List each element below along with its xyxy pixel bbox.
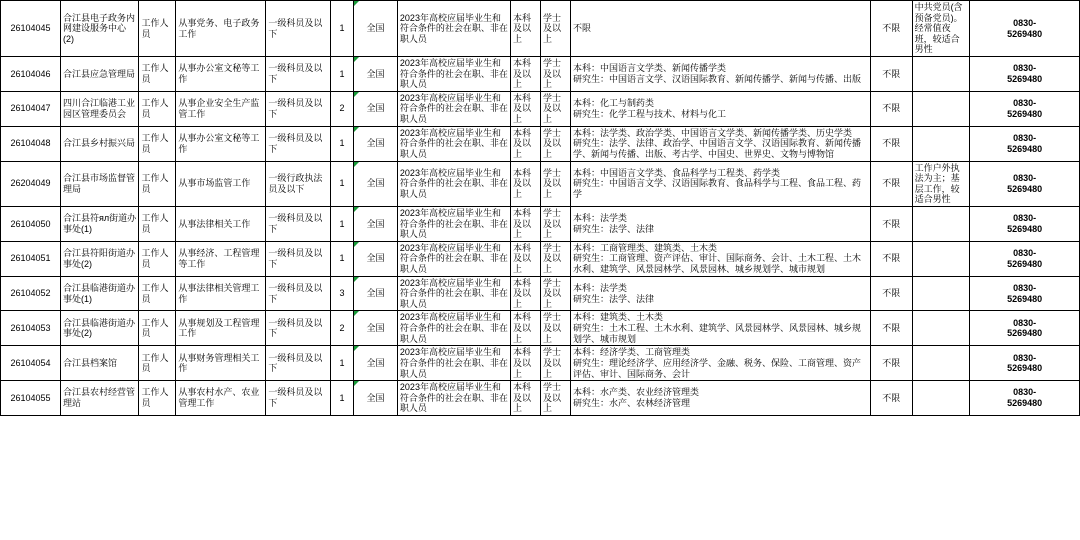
cell-remark xyxy=(912,311,970,346)
phone-line: 0830- xyxy=(1013,387,1037,398)
cell-recruit-number: 1 xyxy=(331,346,354,381)
table-row xyxy=(1,381,1080,416)
cell-recruit-number: 1 xyxy=(331,161,354,206)
cell-position-duty: 从事企业安全生产监管工作 xyxy=(176,91,266,126)
cell-other-conditions: 不限 xyxy=(871,161,913,206)
cell-other-conditions: 不限 xyxy=(871,91,913,126)
cell-recruit-object: 2023年高校应届毕业生和符合条件的社会在职、非在职人员 xyxy=(397,206,510,241)
cell-major: 本科：化工与制药类 研究生：化学工程与技术、材料与化工 xyxy=(571,91,871,126)
cell-major: 本科：工商管理类、建筑类、土木类 研究生：工商管理、资产评估、审计、国际商务、会计、土木工程、土木水利、建筑学、风景园林学、风景园林、城乡规划学、城市规划 xyxy=(571,241,871,276)
cell-recruit-object: 2023年高校应届毕业生和符合条件的社会在职、非在职人员 xyxy=(397,57,510,92)
cell-recruit-object: 2023年高校应届毕业生和符合条件的社会在职、非在职人员 xyxy=(397,346,510,381)
cell-remark xyxy=(912,206,970,241)
phone-line: 5269480 xyxy=(1007,143,1043,154)
cell-contact-phone xyxy=(970,381,1080,416)
cell-personnel-type: 工作人员 xyxy=(139,206,176,241)
cell-position-code: 26104046 xyxy=(1,57,61,92)
cell-recruit-number: 2 xyxy=(331,91,354,126)
cell-exam-region: 全国 xyxy=(354,126,398,161)
phone-line: 5269480 xyxy=(1007,258,1043,269)
cell-recruit-unit: 合江县临港街道办事处(1) xyxy=(61,276,139,311)
cell-contact-phone xyxy=(970,311,1080,346)
cell-position-duty: 从事办公室文秘等工作 xyxy=(176,126,266,161)
cell-position-code: 26104054 xyxy=(1,346,61,381)
cell-degree: 学士及以上 xyxy=(541,206,571,241)
cell-other-conditions: 不限 xyxy=(871,1,913,57)
phone-line: 0830- xyxy=(1013,173,1037,184)
cell-position-duty: 从事党务、电子政务工作 xyxy=(176,1,266,57)
cell-personnel-type: 工作人员 xyxy=(139,381,176,416)
cell-education: 本科及以上 xyxy=(511,241,541,276)
cell-exam-region: 全国 xyxy=(354,57,398,92)
table-row xyxy=(1,241,1080,276)
phone-line: 5269480 xyxy=(1007,223,1043,234)
cell-position-code: 26104052 xyxy=(1,276,61,311)
cell-position-level: 一级科员及以下 xyxy=(266,311,331,346)
cell-other-conditions: 不限 xyxy=(871,241,913,276)
phone-line: 5269480 xyxy=(1007,28,1043,39)
cell-other-conditions: 不限 xyxy=(871,346,913,381)
cell-personnel-type: 工作人员 xyxy=(139,346,176,381)
cell-position-duty: 从事法律相关工作 xyxy=(176,206,266,241)
cell-position-duty: 从事财务管理相关工作 xyxy=(176,346,266,381)
phone-line: 0830- xyxy=(1013,352,1037,363)
cell-education: 本科及以上 xyxy=(511,206,541,241)
cell-recruit-unit: 合江县市场监督管理局 xyxy=(61,161,139,206)
table-row xyxy=(1,91,1080,126)
cell-contact-phone xyxy=(970,91,1080,126)
cell-education: 本科及以上 xyxy=(511,91,541,126)
cell-position-code: 26104051 xyxy=(1,241,61,276)
cell-position-code: 26104050 xyxy=(1,206,61,241)
cell-position-code: 26104055 xyxy=(1,381,61,416)
cell-degree: 学士及以上 xyxy=(541,381,571,416)
cell-major: 本科：中国语言文学类、食品科学与工程类、药学类 研究生：中国语言文学、汉语国际教育、食品科学与工程、食品工程、药学 xyxy=(571,161,871,206)
cell-recruit-unit: 合江县档案馆 xyxy=(61,346,139,381)
cell-position-level: 一级科员及以下 xyxy=(266,346,331,381)
cell-position-level: 一级科员及以下 xyxy=(266,206,331,241)
cell-education: 本科及以上 xyxy=(511,346,541,381)
cell-recruit-unit: 合江县临港街道办事处(2) xyxy=(61,311,139,346)
cell-remark xyxy=(912,57,970,92)
cell-recruit-number: 1 xyxy=(331,1,354,57)
cell-recruit-unit: 合江县符ял街道办事处(1) xyxy=(61,206,139,241)
table-row xyxy=(1,161,1080,206)
cell-personnel-type: 工作人员 xyxy=(139,126,176,161)
table-row xyxy=(1,311,1080,346)
cell-position-duty: 从事经济、工程管理等工作 xyxy=(176,241,266,276)
cell-recruit-unit: 合江县农村经营管理站 xyxy=(61,381,139,416)
cell-recruit-unit: 四川合江临港工业园区管理委员会 xyxy=(61,91,139,126)
cell-personnel-type: 工作人员 xyxy=(139,1,176,57)
cell-personnel-type: 工作人员 xyxy=(139,91,176,126)
cell-recruit-unit: 合江县应急管理局 xyxy=(61,57,139,92)
cell-recruit-unit: 合江县电子政务内网建设服务中心(2) xyxy=(61,1,139,57)
cell-contact-phone xyxy=(970,57,1080,92)
cell-education: 本科及以上 xyxy=(511,381,541,416)
phone-line: 0830- xyxy=(1013,282,1037,293)
table-row xyxy=(1,346,1080,381)
cell-remark: 中共党员(含预备党员)。经常值夜班，较适合男性 xyxy=(912,1,970,57)
table-row xyxy=(1,1,1080,57)
cell-degree: 学士及以上 xyxy=(541,276,571,311)
cell-degree: 学士及以上 xyxy=(541,311,571,346)
cell-education: 本科及以上 xyxy=(511,126,541,161)
cell-exam-region: 全国 xyxy=(354,346,398,381)
cell-position-duty: 从事办公室文秘等工作 xyxy=(176,57,266,92)
cell-position-level: 一级科员及以下 xyxy=(266,91,331,126)
phone-line: 0830- xyxy=(1013,317,1037,328)
cell-other-conditions: 不限 xyxy=(871,57,913,92)
cell-exam-region: 全国 xyxy=(354,311,398,346)
cell-education: 本科及以上 xyxy=(511,276,541,311)
cell-degree: 学士及以上 xyxy=(541,241,571,276)
cell-recruit-object: 2023年高校应届毕业生和符合条件的社会在职、非在职人员 xyxy=(397,1,510,57)
cell-personnel-type: 工作人员 xyxy=(139,57,176,92)
cell-recruit-object: 2023年高校应届毕业生和符合条件的社会在职、非在职人员 xyxy=(397,241,510,276)
cell-position-level: 一级行政执法员及以下 xyxy=(266,161,331,206)
table-row xyxy=(1,206,1080,241)
cell-other-conditions: 不限 xyxy=(871,126,913,161)
cell-recruit-number: 1 xyxy=(331,381,354,416)
phone-line: 5269480 xyxy=(1007,363,1043,374)
cell-other-conditions: 不限 xyxy=(871,206,913,241)
cell-recruit-unit: 合江县乡村振兴局 xyxy=(61,126,139,161)
phone-line: 0830- xyxy=(1013,17,1037,28)
cell-personnel-type: 工作人员 xyxy=(139,311,176,346)
cell-major: 本科：法学类 研究生：法学、法律 xyxy=(571,276,871,311)
cell-recruit-number: 1 xyxy=(331,126,354,161)
cell-personnel-type: 工作人员 xyxy=(139,241,176,276)
cell-recruit-object: 2023年高校应届毕业生和符合条件的社会在职、非在职人员 xyxy=(397,161,510,206)
cell-recruit-number: 3 xyxy=(331,276,354,311)
cell-major: 本科：建筑类、土木类 研究生：土木工程、土木水利、建筑学、风景园林学、风景园林、城乡规划学、城市规划 xyxy=(571,311,871,346)
phone-line: 5269480 xyxy=(1007,398,1043,409)
cell-recruit-number: 1 xyxy=(331,241,354,276)
cell-major: 本科：经济学类、工商管理类 研究生：理论经济学、应用经济学、金融、税务、保险、工商管理、资产评估、审计、国际商务、会计 xyxy=(571,346,871,381)
phone-line: 5269480 xyxy=(1007,183,1043,194)
phone-line: 0830- xyxy=(1013,133,1037,143)
cell-remark xyxy=(912,91,970,126)
cell-recruit-number: 1 xyxy=(331,57,354,92)
cell-other-conditions: 不限 xyxy=(871,311,913,346)
cell-recruit-object: 2023年高校应届毕业生和符合条件的社会在职、非在职人员 xyxy=(397,276,510,311)
cell-position-level: 一级科员及以下 xyxy=(266,57,331,92)
cell-major: 不限 xyxy=(571,1,871,57)
table-row xyxy=(1,126,1080,161)
cell-contact-phone xyxy=(970,161,1080,206)
cell-position-code: 26204049 xyxy=(1,161,61,206)
cell-position-level: 一级科员及以下 xyxy=(266,381,331,416)
cell-remark xyxy=(912,241,970,276)
phone-line: 5269480 xyxy=(1007,293,1043,304)
cell-position-code: 26104053 xyxy=(1,311,61,346)
cell-position-duty: 从事市场监管工作 xyxy=(176,161,266,206)
cell-contact-phone xyxy=(970,126,1080,161)
cell-position-level: 一级科员及以下 xyxy=(266,1,331,57)
cell-personnel-type: 工作人员 xyxy=(139,161,176,206)
cell-contact-phone xyxy=(970,206,1080,241)
cell-other-conditions: 不限 xyxy=(871,381,913,416)
cell-education: 本科及以上 xyxy=(511,1,541,57)
cell-remark xyxy=(912,276,970,311)
cell-degree: 学士及以上 xyxy=(541,1,571,57)
table-row xyxy=(1,276,1080,311)
cell-exam-region: 全国 xyxy=(354,241,398,276)
cell-contact-phone xyxy=(970,276,1080,311)
cell-position-duty: 从事法律相关管理工作 xyxy=(176,276,266,311)
cell-exam-region: 全国 xyxy=(354,161,398,206)
cell-position-code: 26104048 xyxy=(1,126,61,161)
cell-other-conditions: 不限 xyxy=(871,276,913,311)
cell-exam-region: 全国 xyxy=(354,206,398,241)
cell-remark: 工作户外执法为主；基层工作，较适合男性 xyxy=(912,161,970,206)
table-row xyxy=(1,57,1080,92)
cell-recruit-object: 2023年高校应届毕业生和符合条件的社会在职、非在职人员 xyxy=(397,311,510,346)
cell-remark xyxy=(912,381,970,416)
cell-contact-phone xyxy=(970,1,1080,57)
phone-line: 5269480 xyxy=(1007,73,1043,84)
cell-education: 本科及以上 xyxy=(511,57,541,92)
phone-line: 0830- xyxy=(1013,98,1037,109)
table-body xyxy=(1,1,1080,416)
cell-position-duty: 从事规划及工程管理工作 xyxy=(176,311,266,346)
cell-recruit-object: 2023年高校应届毕业生和符合条件的社会在职、非在职人员 xyxy=(397,381,510,416)
phone-line: 0830- xyxy=(1013,63,1037,74)
cell-position-level: 一级科员及以下 xyxy=(266,126,331,161)
cell-recruit-object: 2023年高校应届毕业生和符合条件的社会在职、非在职人员 xyxy=(397,126,510,161)
phone-line: 5269480 xyxy=(1007,328,1043,339)
cell-degree: 学士及以上 xyxy=(541,126,571,161)
cell-major: 本科：法学类、政治学类、中国语言文学类、新闻传播学类、历史学类 研究生：法学、法律、政治学、中国语言文学、汉语国际教育、新闻传播学、新闻与传播、出版、考古学、中国史、世界史、文物与博物馆 xyxy=(571,126,871,161)
cell-exam-region: 全国 xyxy=(354,276,398,311)
cell-education: 本科及以上 xyxy=(511,311,541,346)
cell-exam-region: 全国 xyxy=(354,381,398,416)
cell-degree: 学士及以上 xyxy=(541,57,571,92)
phone-line: 0830- xyxy=(1013,213,1037,224)
cell-position-code: 26104047 xyxy=(1,91,61,126)
cell-degree: 学士及以上 xyxy=(541,346,571,381)
cell-remark xyxy=(912,126,970,161)
cell-position-duty: 从事农村水产、农业管理工作 xyxy=(176,381,266,416)
cell-contact-phone xyxy=(970,346,1080,381)
cell-major: 本科：中国语言文学类、新闻传播学类 研究生：中国语言文学、汉语国际教育、新闻传播学、新闻与传播、出版 xyxy=(571,57,871,92)
cell-education: 本科及以上 xyxy=(511,161,541,206)
cell-recruit-unit: 合江县符阳街道办事处(2) xyxy=(61,241,139,276)
phone-line: 5269480 xyxy=(1007,108,1043,119)
cell-degree: 学士及以上 xyxy=(541,91,571,126)
cell-remark xyxy=(912,346,970,381)
cell-major: 本科：法学类 研究生：法学、法律 xyxy=(571,206,871,241)
cell-position-level: 一级科员及以下 xyxy=(266,241,331,276)
cell-degree: 学士及以上 xyxy=(541,161,571,206)
cell-recruit-number: 1 xyxy=(331,206,354,241)
cell-recruit-number: 2 xyxy=(331,311,354,346)
cell-exam-region: 全国 xyxy=(354,91,398,126)
cell-position-code: 26104045 xyxy=(1,1,61,57)
cell-position-level: 一级科员及以下 xyxy=(266,276,331,311)
cell-contact-phone xyxy=(970,241,1080,276)
cell-recruit-object: 2023年高校应届毕业生和符合条件的社会在职、非在职人员 xyxy=(397,91,510,126)
cell-major: 本科：水产类、农业经济管理类 研究生：水产、农林经济管理 xyxy=(571,381,871,416)
cell-personnel-type: 工作人员 xyxy=(139,276,176,311)
phone-line: 0830- xyxy=(1013,248,1037,259)
cell-exam-region: 全国 xyxy=(354,1,398,57)
